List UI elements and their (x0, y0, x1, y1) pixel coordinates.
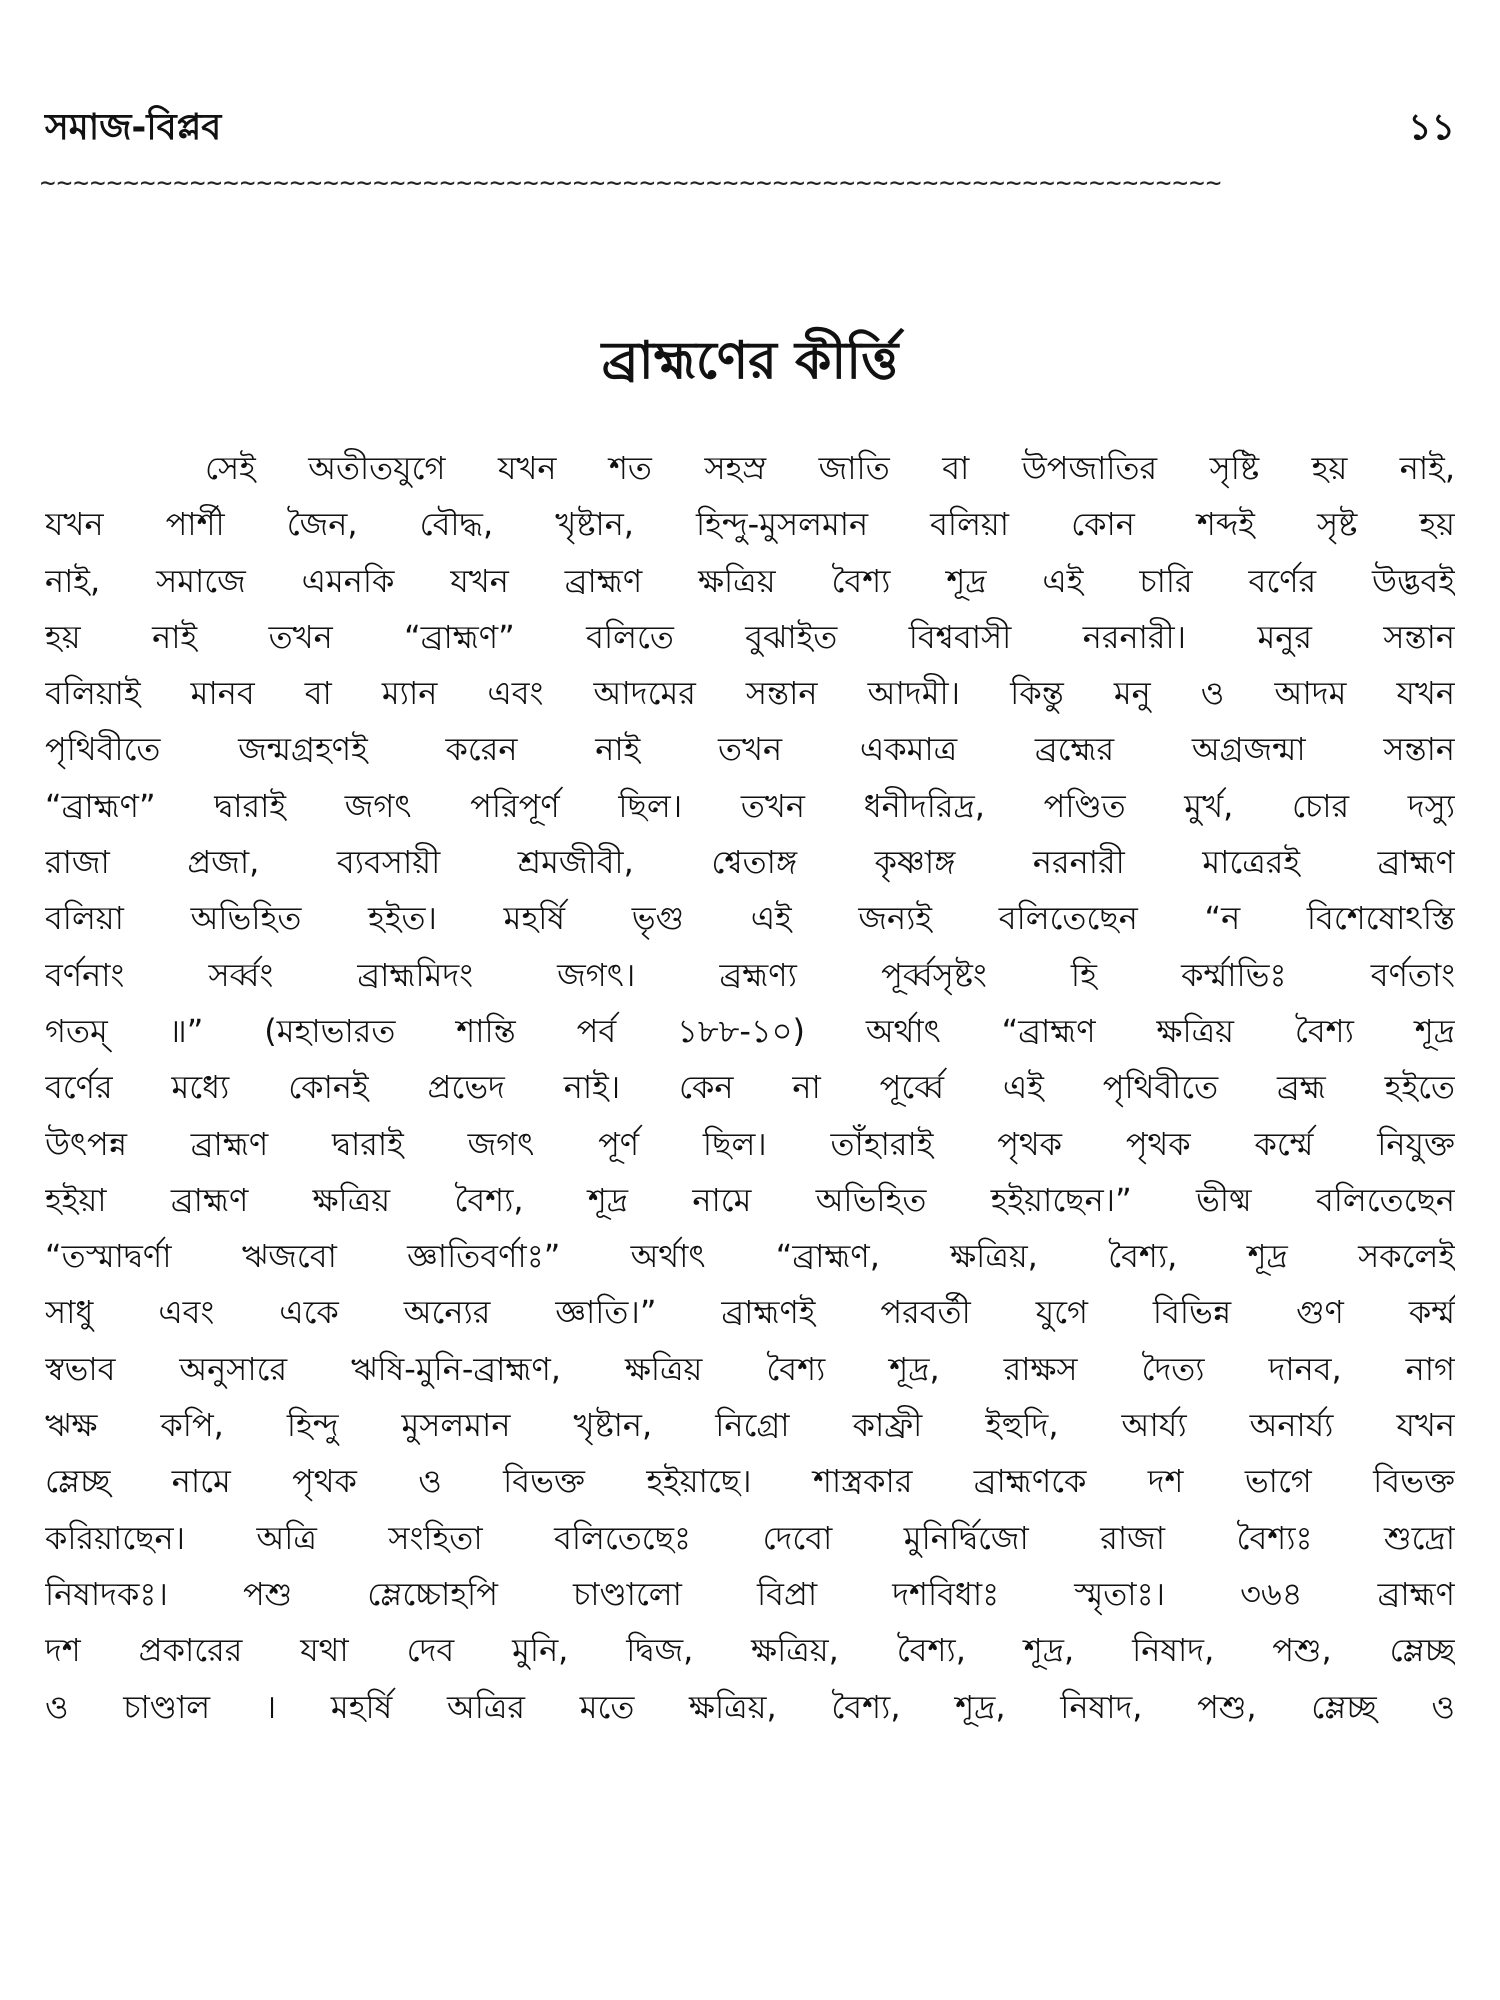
text-line: ম্লেচ্ছ নামে পৃথক ও বিভক্ত হইয়াছে। শাস্ত্রকার ব্রাহ্মণকে দশ ভাগে বিভক্ত (45, 1462, 1455, 1501)
text-line: রাজা প্রজা, ব্যবসায়ী শ্রমজীবী, শ্বেতাঙ্গ কৃষ্ণাঙ্গ নরনারী মাত্রেরই ব্রাহ্মণ (45, 843, 1455, 882)
text-line: করিয়াছেন। অত্রি সংহিতা বলিতেছেঃ দেবো মুনির্দ্বিজো রাজা বৈশ্যঃ শুদ্রো (45, 1518, 1455, 1557)
text-line: যখন পার্শী জৈন, বৌদ্ধ, খৃষ্টান, হিন্দু-মুসলমান বলিয়া কোন শব্দই সৃষ্ট হয় (45, 505, 1455, 544)
body-paragraph (45, 440, 1455, 1735)
text-line: স্বভাব অনুসারে ঋষি-মুনি-ব্রাহ্মণ, ক্ষত্রিয় বৈশ্য শূদ্র, রাক্ষস দৈত্য দানব, নাগ (45, 1349, 1455, 1388)
text-line: হইয়া ব্রাহ্মণ ক্ষত্রিয় বৈশ্য, শূদ্র নামে অভিহিত হইয়াছেন।” ভীষ্ম বলিতেছেন (45, 1180, 1455, 1219)
text-line: দশ প্রকারের যথা দেব মুনি, দ্বিজ, ক্ষত্রিয়, বৈশ্য, শূদ্র, নিষাদ, পশু, ম্লেচ্ছ (45, 1631, 1455, 1670)
text-line: ঋক্ষ কপি, হিন্দু মুসলমান খৃষ্টান, নিগ্রো কাফ্রী ইহুদি, আর্য্য অনার্য্য যখন (45, 1406, 1455, 1445)
text-line: হয় নাই তখন “ব্রাহ্মণ” বলিতে বুঝাইত বিশ্ববাসী নরনারী। মনুর সন্তান (45, 617, 1455, 656)
text-line: উৎপন্ন ব্রাহ্মণ দ্বারাই জগৎ পূর্ণ ছিল। তাঁহারাই পৃথক পৃথক কর্ম্মে নিযুক্ত (45, 1124, 1455, 1163)
text-line: “ব্রাহ্মণ” দ্বারাই জগৎ পরিপূর্ণ ছিল। তখন ধনীদরিদ্র, পণ্ডিত মুর্খ, চোর দস্যু (45, 786, 1455, 825)
text-line: গতম্ ॥” (মহাভারত শান্তি পর্ব ১৮৮-১০) অর্থাৎ “ব্রাহ্মণ ক্ষত্রিয় বৈশ্য শূদ্র (45, 1011, 1455, 1050)
text-line: বলিয়াই মানব বা ম্যান এবং আদমের সন্তান আদমী। কিন্তু মনু ও আদম যখন (45, 674, 1455, 713)
text-line: বর্ণনাং সর্ব্বং ব্রাহ্মমিদং জগৎ। ব্রহ্মণ্য পূর্ব্বসৃষ্টং হি কর্ম্মাভিঃ বর্ণতাং (45, 955, 1455, 994)
text-line: ও চাণ্ডাল । মহর্ষি অত্রির মতে ক্ষত্রিয়, বৈশ্য, শূদ্র, নিষাদ, পশু, ম্লেচ্ছ ও (45, 1687, 1455, 1726)
text-line: বর্ণের মধ্যে কোনই প্রভেদ নাই। কেন না পূর্ব্বে এই পৃথিবীতে ব্রহ্ম হইতে (45, 1068, 1455, 1107)
text-line: বলিয়া অভিহিত হইত। মহর্ষি ভৃগু এই জন্যই বলিতেছেন “ন বিশেষোঽস্তি (45, 899, 1455, 938)
page-header (45, 100, 1455, 160)
text-line: পৃথিবীতে জন্মগ্রহণই করেন নাই তখন একমাত্র ব্রহ্মের অগ্রজন্মা সন্তান (45, 730, 1455, 769)
page-number: ১১ (1408, 107, 1455, 148)
text-line: সেই অতীতযুগে যখন শত সহস্র জাতি বা উপজাতির সৃষ্টি হয় নাই, (205, 449, 1455, 487)
text-line: সাধু এবং একে অন্যের জ্ঞাতি।” ব্রাহ্মণই পরবর্তী যুগে বিভিন্ন গুণ কর্ম্ম (45, 1293, 1455, 1332)
running-title: সমাজ-বিপ্লব (45, 107, 222, 148)
text-line: নাই, সমাজে এমনকি যখন ব্রাহ্মণ ক্ষত্রিয় বৈশ্য শূদ্র এই চারি বর্ণের উদ্ভবই (45, 561, 1455, 600)
text-line: “তস্মাদ্বর্ণা ঋজবো জ্ঞাতিবর্ণাঃ” অর্থাৎ “ব্রাহ্মণ, ক্ষত্রিয়, বৈশ্য, শূদ্র সকলেই (45, 1237, 1455, 1276)
header-divider: ~~~~~~~~~~~~~~~~~~~~~~~~~~~~~~~~~~~~~~~~~~~~~~~~~~~~~~~~~~~~~~~~~~~~~~~ (40, 168, 1223, 198)
chapter-title: ব্রাহ্মণের কীর্ত্তি (601, 331, 899, 391)
text-line: নিষাদকঃ। পশু ম্লেচ্চোহপি চাণ্ডালো বিপ্রা দশবিধাঃ স্মৃতাঃ। ৩৬৪ ব্রাহ্মণ (45, 1574, 1455, 1613)
